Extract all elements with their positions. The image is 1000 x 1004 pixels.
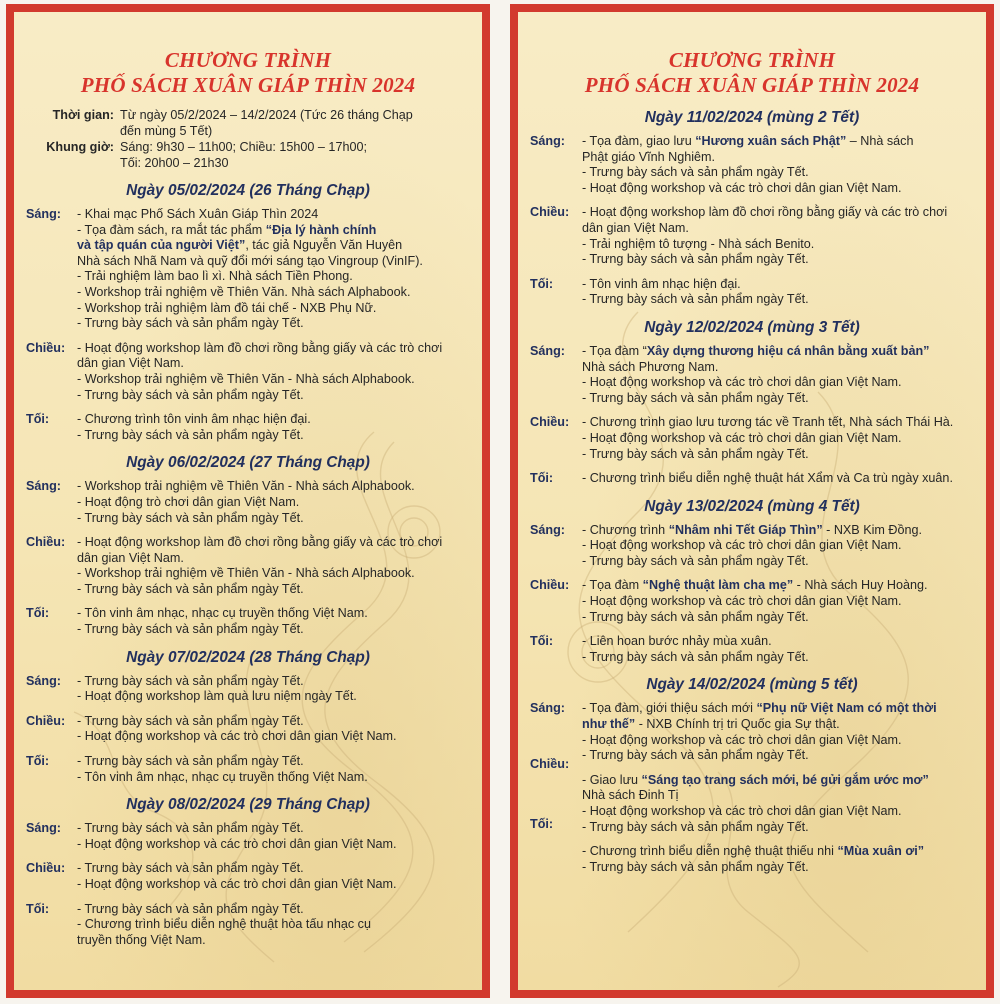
line-text: dân gian Việt Nam. [77, 550, 184, 565]
meta-value [120, 139, 470, 171]
line-text: - Chương trình biểu diễn nghệ thuật hòa tấu nhạc cụ [77, 917, 371, 932]
schedule-line [582, 773, 974, 789]
time-slot [26, 412, 470, 443]
schedule-line [77, 689, 470, 705]
schedule-line [582, 733, 974, 749]
line-text: - Chương trình biểu diễn nghệ thuật hát Xẩm và Ca trù ngày xuân. [582, 471, 953, 486]
time-slot [26, 754, 470, 785]
schedule-line [582, 221, 974, 237]
slot-label: Chiều: [26, 861, 66, 876]
slot-activities [582, 578, 974, 625]
line-text: - Trải nghiệm làm bao lì xì. Nhà sách Tiền Phong. [77, 269, 353, 284]
schedule-line [582, 748, 974, 764]
time-slot [26, 341, 470, 403]
schedule-panel-left [6, 4, 490, 998]
meta-label: Khung giờ: [46, 140, 114, 154]
slot-label: Tối: [26, 606, 50, 621]
schedule-line [77, 285, 470, 301]
schedule-line [582, 594, 974, 610]
schedule-line [582, 344, 974, 360]
slot-label: Sáng: [530, 134, 565, 148]
line-text: - Trưng bày sách và sản phẩm ngày Tết. [582, 553, 809, 568]
program-title-line: CHƯƠNG TRÌNH [668, 48, 836, 72]
schedule-line [582, 701, 974, 717]
schedule-line [582, 205, 974, 221]
highlight-title: “Hương xuân sách Phật” [695, 134, 847, 148]
schedule-line [77, 622, 470, 638]
schedule-line [582, 844, 974, 860]
line-text: - Hoạt động workshop và các trò chơi dân gian Việt Nam. [582, 804, 902, 818]
line-text: - Trưng bày sách và sản phẩm ngày Tết. [77, 821, 304, 836]
time-slot [26, 479, 470, 526]
slot-labels [530, 701, 582, 875]
schedule-line [77, 551, 470, 567]
line-text: - Liên hoan bước nhảy mùa xuân. [582, 634, 772, 649]
line-text: Nhà sách Đinh Tị [582, 788, 679, 803]
schedule-line [77, 861, 470, 877]
line-text: - Hoạt động workshop và các trò chơi dân gian Việt Nam. [582, 732, 902, 747]
line-text: - Trưng bày sách và sản phẩm ngày Tết. [582, 859, 809, 874]
time-slot [530, 205, 974, 267]
program-title [26, 48, 470, 98]
schedule-line [77, 412, 470, 428]
schedule-line [77, 582, 470, 598]
schedule-line [77, 356, 470, 372]
line-text: - Chương trình tôn vinh âm nhạc hiện đại. [77, 412, 311, 427]
highlight-title: Xây dựng thương hiệu cá nhân bằng xuất bản” [646, 343, 930, 358]
line-text: - Trưng bày sách và sản phẩm ngày Tết. [582, 252, 809, 267]
line-text: - Tọa đàm “ [582, 343, 647, 358]
slot-label: Tối: [26, 901, 50, 916]
schedule-line [77, 223, 470, 239]
event-meta [26, 107, 470, 171]
day-heading: Ngày 14/02/2024 (mùng 5 tết) [646, 676, 858, 694]
schedule-line [582, 634, 974, 650]
highlight-title: “Địa lý hành chính [265, 222, 377, 237]
schedule-line [582, 292, 974, 308]
time-slot [530, 471, 974, 487]
line-text: - Khai mạc Phố Sách Xuân Giáp Thìn 2024 [77, 207, 319, 221]
schedule-line [582, 860, 974, 876]
slot-label: Sáng: [530, 522, 565, 537]
slot-activities [582, 701, 974, 875]
line-text: - Hoạt động workshop và các trò chơi dân gian Việt Nam. [582, 594, 902, 609]
time-slot [26, 821, 470, 852]
meta-row [26, 107, 470, 139]
day-heading: Ngày 08/02/2024 (29 Tháng Chạp) [126, 796, 370, 814]
spacer [582, 835, 974, 844]
highlight-title: và tập quán của người Việt” [77, 238, 246, 253]
schedule-line [77, 606, 470, 622]
schedule-line [582, 277, 974, 293]
highlight-title: “Nhâm nhi Tết Giáp Thìn” [668, 522, 823, 537]
line-text: - Workshop trải nghiệm về Thiên Văn. Nhà sách Alphabook. [77, 284, 411, 299]
slot-activities [582, 134, 974, 196]
slot-label: Chiều: [530, 205, 570, 220]
day-heading: Ngày 06/02/2024 (27 Tháng Chạp) [126, 454, 370, 472]
schedule-line [77, 933, 470, 949]
line-text: - Workshop trải nghiệm về Thiên Văn - Nhà sách Alphabook. [77, 566, 415, 581]
line-text: - Trưng bày sách và sản phẩm ngày Tết. [582, 819, 809, 834]
schedule-line [77, 316, 470, 332]
time-slot-stack [530, 701, 974, 875]
line-text: - NXB Chính trị tri Quốc gia Sự thật. [635, 717, 840, 732]
slot-label: Sáng: [26, 207, 61, 221]
line-text: - Tọa đàm, giới thiệu sách mới [582, 701, 757, 716]
line-text: - Hoạt động workshop và các trò chơi dân gian Việt Nam. [582, 180, 902, 195]
line-text: - Trưng bày sách và sản phẩm ngày Tết. [77, 581, 304, 596]
meta-line: Từ ngày 05/2/2024 – 14/2/2024 (Tức 26 tháng Chạp [120, 108, 413, 122]
line-text: - Tọa đàm, giao lưu [582, 134, 696, 148]
program-title-line: PHỐ SÁCH XUÂN GIÁP THÌN 2024 [80, 73, 416, 97]
time-slot [530, 277, 974, 308]
slot-activities [77, 207, 470, 332]
schedule-panel-right [510, 4, 994, 998]
schedule-line [77, 674, 470, 690]
schedule-line [77, 714, 470, 730]
schedule-line [582, 471, 974, 487]
line-text: dân gian Việt Nam. [582, 220, 689, 235]
line-text: - Trưng bày sách và sản phẩm ngày Tết. [77, 622, 304, 637]
schedule-line [582, 150, 974, 166]
line-text: - Trưng bày sách và sản phẩm ngày Tết. [77, 861, 304, 876]
slot-label: Chiều: [26, 535, 66, 550]
highlight-title: “Mùa xuân ơi” [837, 844, 925, 859]
schedule-line [77, 254, 470, 270]
line-text: - NXB Kim Đồng. [822, 522, 923, 537]
slot-label: Sáng: [530, 343, 565, 358]
slot-activities [582, 344, 974, 406]
schedule-line [582, 237, 974, 253]
schedule-line [582, 717, 974, 733]
slot-label: Tối: [26, 754, 50, 769]
schedule-line [582, 447, 974, 463]
schedule-line [77, 301, 470, 317]
time-slot [26, 714, 470, 745]
meta-value [120, 107, 470, 139]
schedule-line [582, 360, 974, 376]
line-text: , tác giả Nguyễn Văn Huyên [245, 238, 403, 253]
day-heading: Ngày 13/02/2024 (mùng 4 Tết) [644, 497, 860, 515]
schedule-line [77, 837, 470, 853]
time-slot [530, 344, 974, 406]
line-text: - Tọa đàm [582, 578, 643, 593]
schedule-line [77, 428, 470, 444]
schedule-line [77, 566, 470, 582]
schedule-line [77, 372, 470, 388]
line-text: Nhà sách Nhã Nam và quỹ đổi mới sáng tạo Vingroup (VinIF). [77, 253, 423, 268]
schedule-line [582, 804, 974, 820]
schedule-line [582, 788, 974, 804]
line-text: - Trưng bày sách và sản phẩm ngày Tết. [582, 390, 809, 405]
line-text: - Tôn vinh âm nhạc, nhạc cụ truyền thống Việt Nam. [77, 606, 368, 621]
slot-label: Sáng: [26, 673, 61, 688]
schedule-line [77, 770, 470, 786]
meta-label: Thời gian: [52, 108, 114, 122]
line-text: - Hoạt động trò chơi dân gian Việt Nam. [77, 494, 300, 509]
schedule-line [77, 341, 470, 357]
line-text: - Chương trình biểu diễn nghệ thuật thiếu nhi [582, 844, 838, 859]
slot-label: Tối: [530, 276, 554, 291]
slot-activities [582, 523, 974, 570]
schedule-line [77, 917, 470, 933]
schedule-line [582, 431, 974, 447]
line-text: - Hoạt động workshop làm đồ chơi rồng bằng giấy và các trò chơi [77, 535, 443, 550]
schedule-line [77, 207, 470, 223]
line-text: - Trưng bày sách và sản phẩm ngày Tết. [77, 754, 304, 769]
line-text: - Hoạt động workshop và các trò chơi dân gian Việt Nam. [582, 430, 902, 445]
time-slot [26, 902, 470, 949]
line-text: - Trải nghiệm tô tượng - Nhà sách Benito. [582, 236, 815, 251]
slot-activities [77, 341, 470, 403]
slot-activities [77, 714, 470, 745]
slot-label: Tối: [530, 634, 554, 649]
schedule-line [582, 252, 974, 268]
line-text: dân gian Việt Nam. [77, 356, 184, 371]
highlight-title: “Phụ nữ Việt Nam có một thời [756, 701, 937, 716]
line-text: - Trưng bày sách và sản phẩm ngày Tết. [77, 713, 304, 728]
slot-label: Chiều: [530, 757, 570, 772]
schedule-line [582, 134, 974, 150]
schedule-line [582, 820, 974, 836]
line-text: - Hoạt động workshop làm đồ chơi rồng bằng giấy và các trò chơi [77, 340, 443, 355]
schedule-line [582, 650, 974, 666]
time-slot [26, 207, 470, 332]
time-slot [26, 606, 470, 637]
slot-activities [77, 674, 470, 705]
slot-label: Chiều: [26, 713, 66, 728]
line-text: - Trưng bày sách và sản phẩm ngày Tết. [77, 316, 304, 331]
slot-activities [77, 606, 470, 637]
program-title-line: CHƯƠNG TRÌNH [164, 48, 332, 72]
line-text: - Hoạt động workshop và các trò chơi dân gian Việt Nam. [582, 375, 902, 390]
line-text: - Trưng bày sách và sản phẩm ngày Tết. [582, 446, 809, 461]
day-heading: Ngày 12/02/2024 (mùng 3 Tết) [644, 318, 860, 336]
line-text: - Nhà sách Huy Hoàng. [793, 578, 928, 593]
day-heading: Ngày 11/02/2024 (mùng 2 Tết) [644, 109, 860, 126]
slot-label: Chiều: [26, 340, 66, 355]
line-text: - Trưng bày sách và sản phẩm ngày Tết. [77, 427, 304, 442]
line-text: - Workshop trải nghiệm làm đồ tái chế - NXB Phụ Nữ. [77, 300, 377, 315]
slot-label: Tối: [530, 471, 554, 486]
schedule-line [582, 538, 974, 554]
schedule-line [582, 554, 974, 570]
slot-activities [582, 277, 974, 308]
line-text: - Tọa đàm sách, ra mắt tác phẩm [77, 222, 266, 237]
schedule-line [77, 729, 470, 745]
line-text: - Trưng bày sách và sản phẩm ngày Tết. [582, 165, 809, 180]
time-slot [530, 523, 974, 570]
schedule-line [582, 610, 974, 626]
time-slot [530, 634, 974, 665]
time-slot [26, 674, 470, 705]
slot-label: Sáng: [26, 479, 61, 494]
highlight-title: như thế” [582, 717, 636, 732]
slot-label: Sáng: [530, 701, 565, 716]
schedule-line [582, 181, 974, 197]
line-text: - Hoạt động workshop và các trò chơi dân gian Việt Nam. [77, 877, 397, 891]
line-text: - Hoạt động workshop làm quà lưu niệm ngày Tết. [77, 689, 357, 704]
schedule-line [77, 238, 470, 254]
time-slot [530, 578, 974, 625]
schedule-line [77, 877, 470, 893]
time-slot [26, 861, 470, 892]
program-title [530, 48, 974, 98]
slot-activities [77, 754, 470, 785]
schedule-line [77, 479, 470, 495]
schedule-line [77, 754, 470, 770]
slot-label: Sáng: [26, 821, 61, 836]
line-text: – Nhà sách [846, 134, 914, 148]
line-text: - Trưng bày sách và sản phẩm ngày Tết. [582, 609, 809, 624]
slot-activities [77, 412, 470, 443]
line-text: - Trưng bày sách và sản phẩm ngày Tết. [77, 901, 304, 916]
highlight-title: “Sáng tạo trang sách mới, bé gửi gắm ước mơ” [641, 772, 929, 787]
line-text: - Trưng bày sách và sản phẩm ngày Tết. [582, 292, 809, 307]
line-text: - Tôn vinh âm nhạc, nhạc cụ truyền thống Việt Nam. [77, 769, 368, 784]
slot-activities [582, 634, 974, 665]
slot-label: Tối: [26, 412, 50, 427]
highlight-title: “Nghệ thuật làm cha mẹ” [642, 578, 794, 593]
line-text: Phật giáo Vĩnh Nghiêm. [582, 149, 716, 164]
time-slot [530, 415, 974, 462]
meta-line: Tối: 20h00 – 21h30 [120, 156, 229, 170]
slot-activities [77, 821, 470, 852]
line-text: - Giao lưu [582, 772, 642, 787]
slot-activities [77, 861, 470, 892]
slot-activities [77, 535, 470, 597]
line-text: - Chương trình giao lưu tương tác về Tranh tết, Nhà sách Thái Hà. [582, 415, 954, 430]
line-text: - Trưng bày sách và sản phẩm ngày Tết. [77, 673, 304, 688]
meta-row [26, 139, 470, 171]
line-text: - Hoạt động workshop và các trò chơi dân gian Việt Nam. [77, 836, 397, 851]
schedule-line [77, 388, 470, 404]
schedule-line [582, 165, 974, 181]
line-text: - Workshop trải nghiệm về Thiên Văn - Nhà sách Alphabook. [77, 371, 415, 386]
line-text: - Workshop trải nghiệm về Thiên Văn - Nhà sách Alphabook. [77, 479, 415, 494]
program-title-line: PHỐ SÁCH XUÂN GIÁP THÌN 2024 [584, 73, 920, 97]
slot-activities [582, 415, 974, 462]
line-text: - Trưng bày sách và sản phẩm ngày Tết. [582, 649, 809, 664]
line-text: - Hoạt động workshop và các trò chơi dân gian Việt Nam. [582, 538, 902, 553]
spacer [582, 764, 974, 773]
schedule-line [582, 578, 974, 594]
time-slot [530, 134, 974, 196]
schedule-line [77, 495, 470, 511]
schedule-line [77, 821, 470, 837]
slot-activities [582, 205, 974, 267]
line-text: - Hoạt động workshop làm đồ chơi rồng bằng giấy và các trò chơi [582, 205, 948, 220]
schedule-line [77, 902, 470, 918]
schedule-line [582, 391, 974, 407]
schedule-line [77, 535, 470, 551]
schedule-line [582, 375, 974, 391]
slot-activities [582, 471, 974, 487]
slot-activities [77, 479, 470, 526]
day-heading: Ngày 07/02/2024 (28 Tháng Chạp) [126, 648, 370, 666]
schedule-line [77, 269, 470, 285]
day-heading: Ngày 05/02/2024 (26 Tháng Chạp) [126, 182, 370, 199]
schedule-line [582, 523, 974, 539]
time-slot [26, 535, 470, 597]
schedule-line [77, 511, 470, 527]
line-text: - Trưng bày sách và sản phẩm ngày Tết. [77, 510, 304, 525]
slot-label: Chiều: [530, 415, 570, 430]
line-text: - Trưng bày sách và sản phẩm ngày Tết. [77, 387, 304, 402]
meta-line: Sáng: 9h30 – 11h00; Chiều: 15h00 – 17h00; [120, 140, 367, 154]
slot-label: Chiều: [530, 578, 570, 593]
line-text: - Trưng bày sách và sản phẩm ngày Tết. [582, 748, 809, 763]
line-text: - Tôn vinh âm nhạc hiện đại. [582, 276, 741, 291]
line-text: - Chương trình [582, 522, 669, 537]
line-text: - Hoạt động workshop và các trò chơi dân gian Việt Nam. [77, 729, 397, 744]
slot-activities [77, 902, 470, 949]
slot-label: Tối: [530, 817, 554, 832]
schedule-line [582, 415, 974, 431]
line-text: truyền thống Việt Nam. [77, 932, 206, 947]
meta-line: đến mùng 5 Tết) [120, 124, 213, 138]
line-text: Nhà sách Phương Nam. [582, 359, 719, 374]
